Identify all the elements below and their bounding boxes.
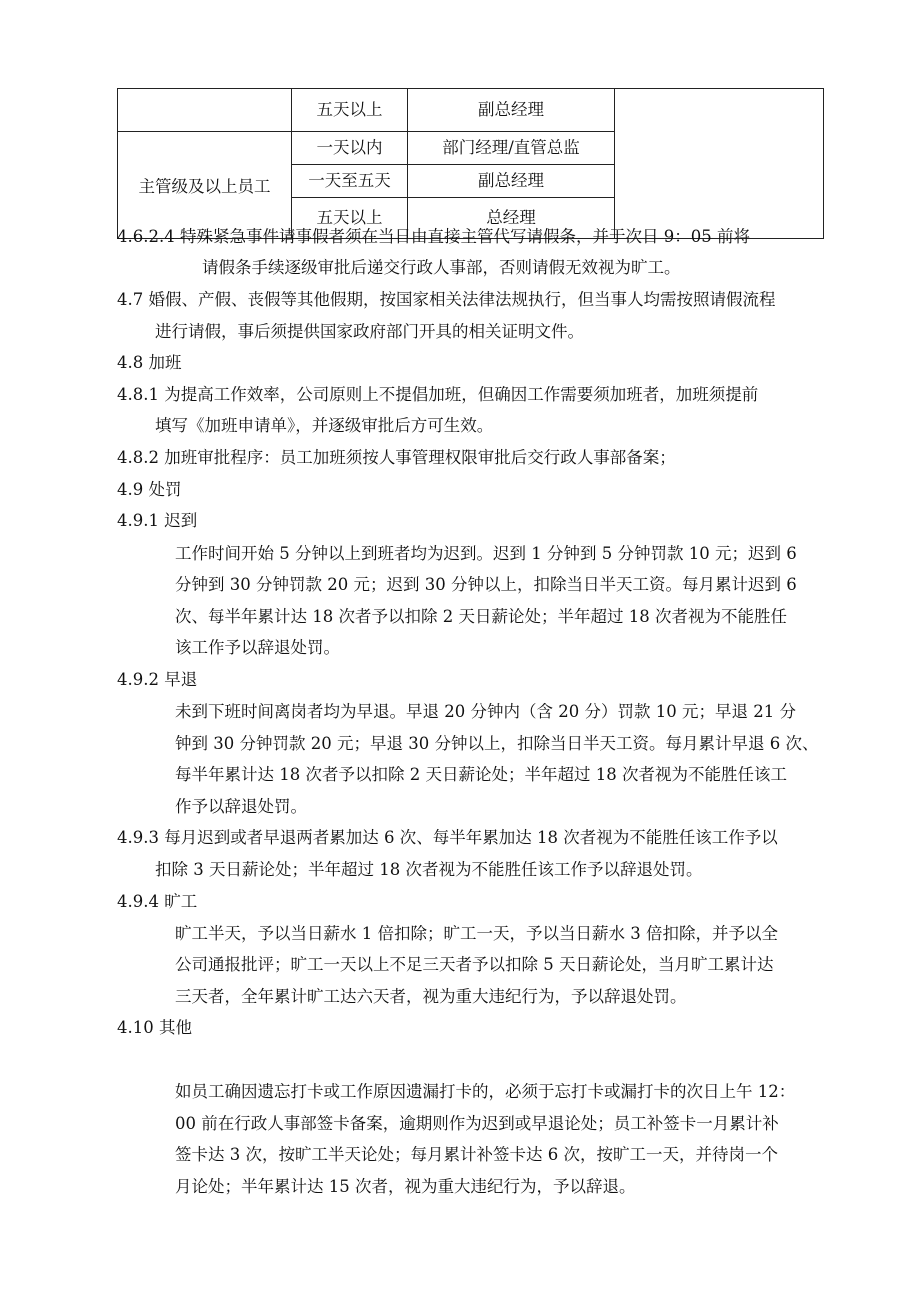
- heading-4-10: 4.10 其他: [117, 1018, 192, 1037]
- clause-4-9-1-line-1: 工作时间开始 5 分钟以上到班者均为迟到。迟到 1 分钟到 5 分钟罚款 10 元；迟到 6: [175, 544, 797, 563]
- clause-4-9-2-line-1: 未到下班时间离岗者均为早退。早退 20 分钟内（含 20 分）罚款 10 元；早退 21 分: [175, 702, 796, 721]
- table-cell-approver: 总经理: [408, 198, 615, 239]
- clause-4-9-2-line-3: 每半年累计达 18 次者予以扣除 2 天日薪论处；半年超过 18 次者视为不能胜任该工: [175, 765, 787, 784]
- table-cell-approver: 副总经理: [408, 89, 615, 132]
- clause-4-9-3-line-2: 扣除 3 天日薪论处；半年超过 18 次者视为不能胜任该工作予以辞退处罚。: [155, 860, 703, 879]
- table-cell-group: 主管级及以上员工: [118, 132, 292, 239]
- clause-4-7-line-1: 4.7 婚假、产假、丧假等其他假期，按国家相关法律法规执行，但当事人均需按照请假流程: [117, 290, 776, 309]
- clause-4-9-4-line-3: 三天者，全年累计旷工达六天者，视为重大违纪行为，予以辞退处罚。: [175, 987, 687, 1006]
- clause-4-6-2-4-line-1: 4.6.2.4 特殊紧急事件请事假者须在当日由直接主管代写请假条，并于次日 9：05 前将: [117, 227, 750, 246]
- table-cell-empty: [118, 89, 292, 132]
- clause-4-9-3-line-1: 4.9.3 每月迟到或者早退两者累加达 6 次、每半年累加达 18 次者视为不能胜任该工作予以: [117, 828, 778, 847]
- clause-4-10-line-1: 如员工确因遗忘打卡或工作原因遗漏打卡的，必须于忘打卡或漏打卡的次日上午 12：: [175, 1082, 796, 1101]
- clause-4-8-2: 4.8.2 加班审批程序：员工加班须按人事管理权限审批后交行政人事部备案；: [117, 448, 676, 467]
- clause-4-9-4-line-2: 公司通报批评；旷工一天以上不足三天者予以扣除 5 天日薪论处，当月旷工累计达: [175, 955, 774, 974]
- table-cell-approver: 副总经理: [408, 165, 615, 198]
- leave-approval-table: [117, 88, 824, 239]
- table-row: [118, 89, 824, 132]
- clause-4-9-1-line-4: 该工作予以辞退处罚。: [175, 638, 340, 657]
- heading-4-9: 4.9 处罚: [117, 480, 182, 499]
- clause-4-9-4-line-1: 旷工半天，予以当日薪水 1 倍扣除；旷工一天，予以当日薪水 3 倍扣除，并予以全: [175, 924, 778, 943]
- clause-4-9-2-line-4: 作予以辞退处罚。: [175, 797, 307, 816]
- clause-4-8-1-line-2: 填写《加班申请单》，并逐级审批后方可生效。: [155, 416, 494, 435]
- clause-4-7-line-2: 进行请假，事后须提供国家政府部门开具的相关证明文件。: [155, 322, 584, 341]
- table-cell-remark: [615, 89, 824, 239]
- clause-4-10-line-2: 00 前在行政人事部签卡备案，逾期则作为迟到或早退论处；员工补签卡一月累计补: [175, 1114, 779, 1133]
- table-cell-approver: 部门经理/直管总监: [408, 132, 615, 165]
- table-cell-period: 五天以上: [292, 198, 408, 239]
- clause-4-10-line-3: 签卡达 3 次，按旷工半天论处；每月累计补签卡达 6 次，按旷工一天，并待岗一个: [175, 1145, 778, 1164]
- clause-4-8-1-line-1: 4.8.1 为提高工作效率，公司原则上不提倡加班，但确因工作需要须加班者，加班须提前: [117, 385, 759, 404]
- table-cell-period: 一天至五天: [292, 165, 408, 198]
- heading-4-9-4: 4.9.4 旷工: [117, 892, 198, 911]
- clause-4-9-1-line-3: 次、每半年累计达 18 次者予以扣除 2 天日薪论处；半年超过 18 次者视为不能胜任: [175, 607, 787, 626]
- clause-4-9-2-line-2: 钟到 30 分钟罚款 20 元；早退 30 分钟以上，扣除当日半天工资。每月累计早退 6 次、: [175, 734, 819, 753]
- heading-4-9-2: 4.9.2 早退: [117, 670, 198, 689]
- clause-4-10-line-4: 月论处；半年累计达 15 次者，视为重大违纪行为，予以辞退。: [175, 1177, 636, 1196]
- clause-4-6-2-4-line-2: 请假条手续逐级审批后递交行政人事部，否则请假无效视为旷工。: [202, 258, 681, 277]
- clause-4-9-1-line-2: 分钟到 30 分钟罚款 20 元；迟到 30 分钟以上，扣除当日半天工资。每月累计迟到 6: [175, 575, 797, 594]
- heading-4-8: 4.8 加班: [117, 353, 182, 372]
- heading-4-9-1: 4.9.1 迟到: [117, 511, 198, 530]
- table-cell-period: 五天以上: [292, 89, 408, 132]
- table-cell-period: 一天以内: [292, 132, 408, 165]
